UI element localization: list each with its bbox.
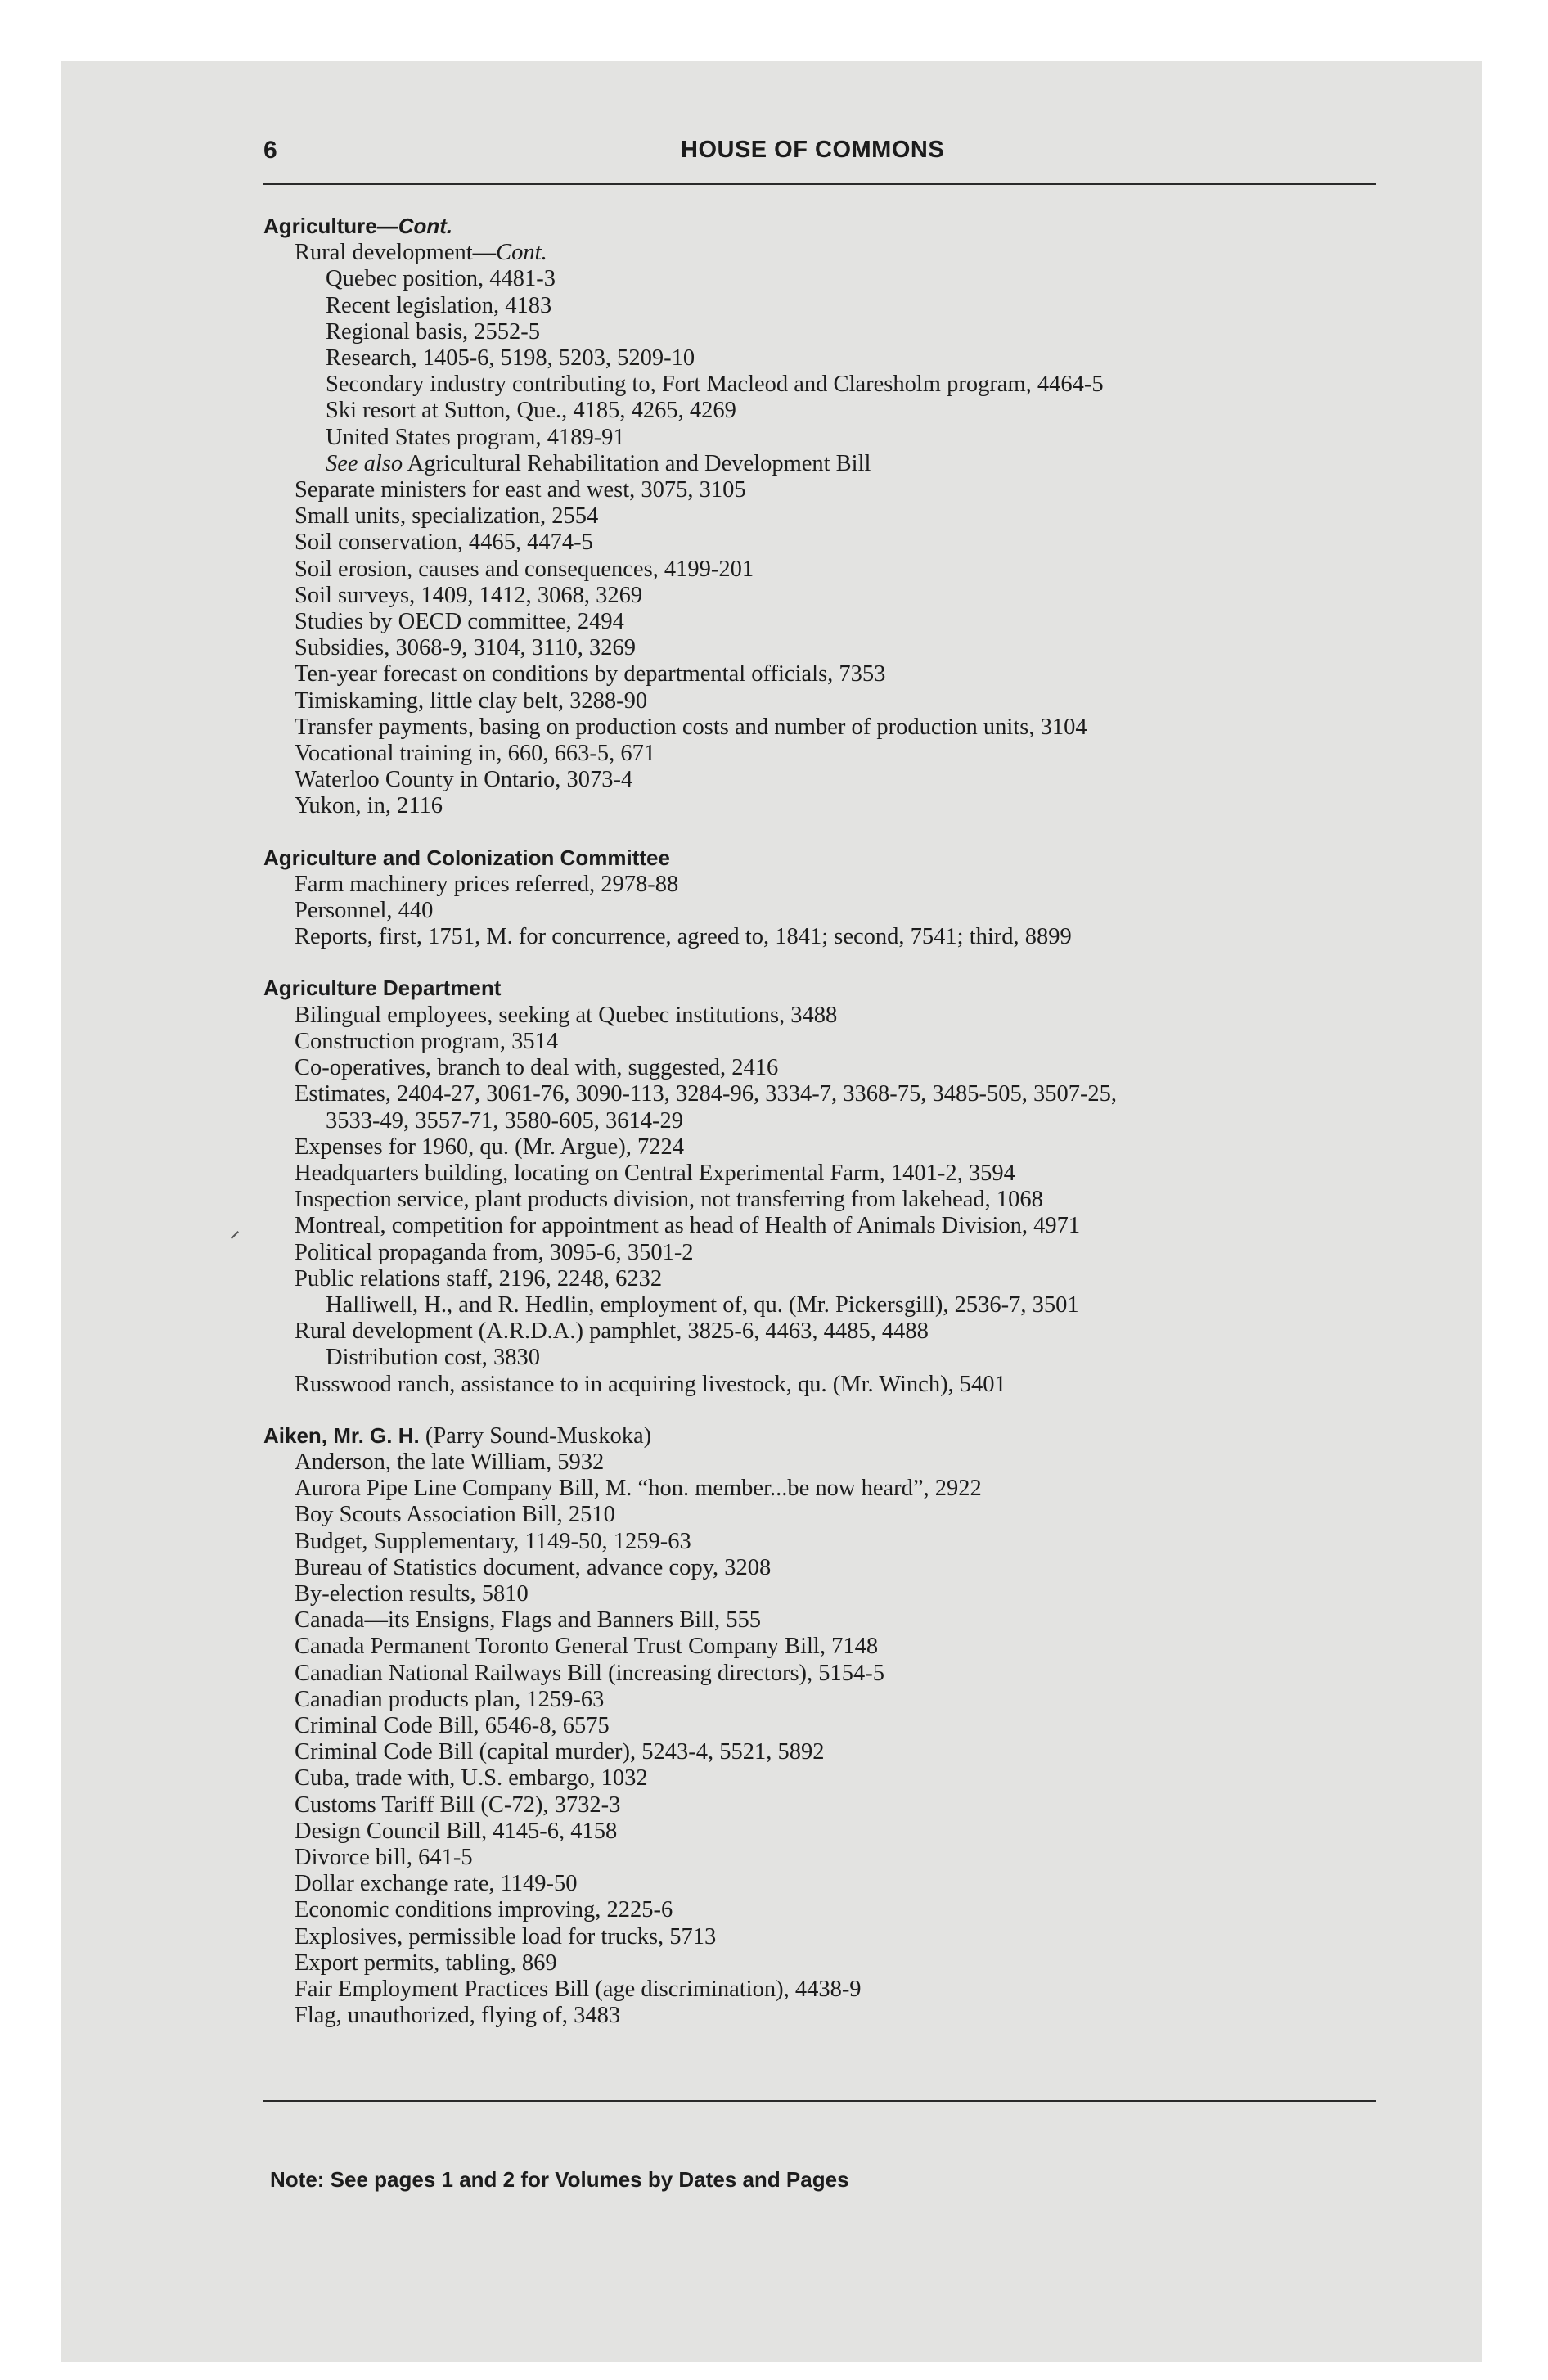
entry-text: Vocational training in, 660, 663-5, 671 bbox=[295, 741, 656, 767]
section-gap bbox=[263, 950, 1393, 975]
entry-text: Inspection service, plant products division, not transferring from lakehead, 1068 bbox=[295, 1187, 1043, 1213]
entry-text: United States program, 4189-91 bbox=[326, 424, 625, 450]
entry-text: Recent legislation, 4183 bbox=[326, 292, 552, 318]
index-entry bbox=[263, 635, 1393, 661]
entry-text: Montreal, competition for appointment as head of Health of Animals Division, 4971 bbox=[295, 1213, 1081, 1239]
index-entry bbox=[263, 661, 1393, 687]
index-entry bbox=[263, 1108, 1393, 1134]
entry-text: Economic conditions improving, 2225-6 bbox=[295, 1897, 673, 1923]
heading-text: Aiken, Mr. G. H. bbox=[263, 1422, 420, 1448]
heading-cont: Cont. bbox=[398, 214, 453, 238]
index-heading bbox=[263, 975, 1393, 1002]
heading-constituency: (Parry Sound-Muskoka) bbox=[419, 1422, 652, 1449]
entry-text: Construction program, 3514 bbox=[295, 1028, 559, 1054]
entry-text: Headquarters building, locating on Central Experimental Farm, 1401-2, 3594 bbox=[295, 1160, 1015, 1186]
entry-text: Ski resort at Sutton, Que., 4185, 4265, 4269 bbox=[326, 398, 736, 424]
index-entry bbox=[263, 609, 1393, 635]
index-entry bbox=[263, 1029, 1393, 1055]
index-entry bbox=[263, 266, 1393, 292]
entry-text: Waterloo County in Ontario, 3073-4 bbox=[295, 767, 633, 793]
entry-text: Design Council Bill, 4145-6, 4158 bbox=[295, 1818, 618, 1844]
section-gap bbox=[263, 820, 1393, 845]
index-entry bbox=[263, 583, 1393, 609]
index-entry bbox=[263, 1345, 1393, 1371]
entry-text: Rural development— bbox=[295, 240, 497, 266]
index-entry bbox=[263, 319, 1393, 345]
entry-text: Small units, specialization, 2554 bbox=[295, 503, 599, 530]
heading-text: Agriculture Department bbox=[263, 976, 502, 1001]
index-entry bbox=[263, 1977, 1393, 2003]
index-entry bbox=[263, 1634, 1393, 1660]
heading-text: Agriculture— bbox=[263, 214, 398, 238]
entry-text: Explosives, permissible load for trucks, 5713 bbox=[295, 1923, 717, 1950]
index-entry bbox=[263, 1372, 1393, 1398]
footer-rule bbox=[263, 2100, 1376, 2102]
entry-text: Personnel, 440 bbox=[295, 898, 434, 924]
entry-text: Quebec position, 4481-3 bbox=[326, 266, 556, 292]
index-entry bbox=[263, 1871, 1393, 1897]
index-entry bbox=[263, 1661, 1393, 1687]
index-entry bbox=[263, 372, 1393, 398]
index-entry bbox=[263, 1161, 1393, 1187]
index-entry bbox=[263, 240, 1393, 266]
entry-text: Fair Employment Practices Bill (age discrimination), 4438-9 bbox=[295, 1977, 862, 2002]
entry-text: Flag, unauthorized, flying of, 3483 bbox=[295, 2003, 621, 2029]
entry-cont: Cont. bbox=[496, 240, 547, 266]
entry-text: Divorce bill, 641-5 bbox=[295, 1844, 473, 1870]
entry-text: Criminal Code Bill (capital murder), 5243-4, 5521, 5892 bbox=[295, 1739, 825, 1765]
index-entry bbox=[263, 345, 1393, 372]
entry-text: Aurora Pipe Line Company Bill, M. “hon. member...be now heard”, 2922 bbox=[295, 1476, 982, 1502]
entry-text: Cuba, trade with, U.S. embargo, 1032 bbox=[295, 1765, 648, 1792]
entry-text: Rural development (A.R.D.A.) pamphlet, 3825-6, 4463, 4485, 4488 bbox=[295, 1318, 929, 1345]
entry-text: Canada—its Ensigns, Flags and Banners Bill, 555 bbox=[295, 1607, 761, 1634]
index-entry bbox=[263, 477, 1393, 503]
index-entry bbox=[263, 1081, 1393, 1107]
entry-text: Soil erosion, causes and consequences, 4199-201 bbox=[295, 556, 754, 582]
entry-text: Estimates, 2404-27, 3061-76, 3090-113, 3284-96, 3334-7, 3368-75, 3485-505, 3507-25, bbox=[295, 1081, 1118, 1107]
index-entry bbox=[263, 767, 1393, 793]
entry-text: Yukon, in, 2116 bbox=[295, 793, 443, 819]
entry-text: Soil surveys, 1409, 1412, 3068, 3269 bbox=[295, 582, 643, 608]
index-heading bbox=[263, 213, 1393, 240]
entry-text: Subsidies, 3068-9, 3104, 3110, 3269 bbox=[295, 635, 636, 661]
entry-text: Canada Permanent Toronto General Trust Company Bill, 7148 bbox=[295, 1634, 879, 1660]
entry-text: Transfer payments, basing on production costs and number of production units, 3104 bbox=[295, 714, 1087, 740]
index-entry bbox=[263, 872, 1393, 898]
entry-text: Political propaganda from, 3095-6, 3501-2 bbox=[295, 1239, 694, 1265]
entry-text: Canadian National Railways Bill (increasing directors), 5154-5 bbox=[295, 1660, 885, 1686]
index-entry bbox=[263, 1792, 1393, 1819]
entry-text: Dollar exchange rate, 1149-50 bbox=[295, 1871, 578, 1897]
index-entry bbox=[263, 2003, 1393, 2029]
index-entry bbox=[263, 1476, 1393, 1502]
entry-text: Regional basis, 2552-5 bbox=[326, 318, 541, 345]
index-entry bbox=[263, 1134, 1393, 1161]
index-entry bbox=[263, 1819, 1393, 1845]
entry-text: Anderson, the late William, 5932 bbox=[295, 1449, 605, 1475]
index-entry bbox=[263, 530, 1393, 556]
see-also-label: See also bbox=[326, 450, 403, 476]
index-entry bbox=[263, 1449, 1393, 1476]
entry-text: Research, 1405-6, 5198, 5203, 5209-10 bbox=[326, 345, 695, 372]
index-entry bbox=[263, 1266, 1393, 1292]
index-entry bbox=[263, 1607, 1393, 1634]
index-entry bbox=[263, 714, 1393, 741]
index-entry bbox=[263, 1924, 1393, 1950]
index-entry bbox=[263, 398, 1393, 424]
index-entry bbox=[263, 1240, 1393, 1266]
entry-text: Timiskaming, little clay belt, 3288-90 bbox=[295, 687, 648, 714]
entry-text: Separate ministers for east and west, 3075, 3105 bbox=[295, 477, 746, 503]
index-entry bbox=[263, 293, 1393, 319]
footer-note: Note: See pages 1 and 2 for Volumes by Dates and Pages bbox=[270, 2167, 849, 2192]
index-entry bbox=[263, 1581, 1393, 1607]
page-number: 6 bbox=[263, 137, 277, 164]
entry-text: Secondary industry contributing to, Fort Macleod and Claresholm program, 4464-5 bbox=[326, 372, 1104, 398]
index-entry bbox=[263, 1529, 1393, 1555]
index-entry bbox=[263, 1318, 1393, 1345]
entry-text: Agricultural Rehabilitation and Development Bill bbox=[403, 450, 871, 476]
entry-text: Export permits, tabling, 869 bbox=[295, 1950, 557, 1976]
entry-text: Expenses for 1960, qu. (Mr. Argue), 7224 bbox=[295, 1134, 684, 1160]
index-entry bbox=[263, 425, 1393, 451]
entry-text: Criminal Code Bill, 6546-8, 6575 bbox=[295, 1712, 610, 1738]
index-entry bbox=[263, 1897, 1393, 1923]
entry-text: Ten-year forecast on conditions by departmental officials, 7353 bbox=[295, 661, 886, 687]
index-entry bbox=[263, 1555, 1393, 1581]
entry-text: Bilingual employees, seeking at Quebec institutions, 3488 bbox=[295, 1002, 838, 1028]
header-rule bbox=[263, 183, 1376, 185]
entry-text: By-election results, 5810 bbox=[295, 1580, 529, 1607]
entry-text: Russwood ranch, assistance to in acquiring livestock, qu. (Mr. Winch), 5401 bbox=[295, 1371, 1006, 1397]
heading-text: Agriculture and Colonization Committee bbox=[263, 845, 670, 870]
index-entry bbox=[263, 688, 1393, 714]
index-entry bbox=[263, 1687, 1393, 1713]
index-entry bbox=[263, 1765, 1393, 1792]
entry-text: Soil conservation, 4465, 4474-5 bbox=[295, 530, 593, 556]
entry-text: Boy Scouts Association Bill, 2510 bbox=[295, 1502, 615, 1528]
entry-text: Co-operatives, branch to deal with, suggested, 2416 bbox=[295, 1055, 779, 1081]
entry-text: Canadian products plan, 1259-63 bbox=[295, 1686, 605, 1712]
page-title: HOUSE OF COMMONS bbox=[681, 137, 945, 163]
index-entry bbox=[263, 741, 1393, 767]
index-entry bbox=[263, 1292, 1393, 1318]
entry-text: Halliwell, H., and R. Hedlin, employment of, qu. (Mr. Pickersgill), 2536-7, 3501 bbox=[326, 1291, 1079, 1318]
entry-text: Customs Tariff Bill (C-72), 3732-3 bbox=[295, 1792, 621, 1818]
entry-text: Distribution cost, 3830 bbox=[326, 1345, 541, 1371]
entry-text: Reports, first, 1751, M. for concurrence, agreed to, 1841; second, 7541; third, 8899 bbox=[295, 924, 1072, 950]
index-entry bbox=[263, 1003, 1393, 1029]
section-gap bbox=[263, 1398, 1393, 1422]
index-entry bbox=[263, 1502, 1393, 1528]
index-entry bbox=[263, 1713, 1393, 1739]
entry-text: 3533-49, 3557-71, 3580-605, 3614-29 bbox=[326, 1107, 683, 1134]
index-entry bbox=[263, 1845, 1393, 1871]
entry-text: Farm machinery prices referred, 2978-88 bbox=[295, 871, 679, 897]
index-entry bbox=[263, 898, 1393, 924]
index-entry bbox=[263, 1950, 1393, 1977]
index-entry bbox=[263, 924, 1393, 950]
index-entry bbox=[263, 557, 1393, 583]
index-entry bbox=[263, 793, 1393, 819]
entry-text: Bureau of Statistics document, advance copy, 3208 bbox=[295, 1554, 772, 1580]
index-heading bbox=[263, 1422, 1393, 1449]
entry-text: Public relations staff, 2196, 2248, 6232 bbox=[295, 1265, 663, 1291]
index-entry bbox=[263, 1187, 1393, 1213]
index-entry bbox=[263, 1213, 1393, 1239]
index-entry bbox=[263, 451, 1393, 477]
index-entry bbox=[263, 1055, 1393, 1081]
entry-text: Budget, Supplementary, 1149-50, 1259-63 bbox=[295, 1528, 691, 1554]
index-content bbox=[263, 213, 1393, 2029]
index-entry bbox=[263, 503, 1393, 530]
index-entry bbox=[263, 1739, 1393, 1765]
entry-text: Studies by OECD committee, 2494 bbox=[295, 609, 624, 635]
index-heading bbox=[263, 845, 1393, 872]
